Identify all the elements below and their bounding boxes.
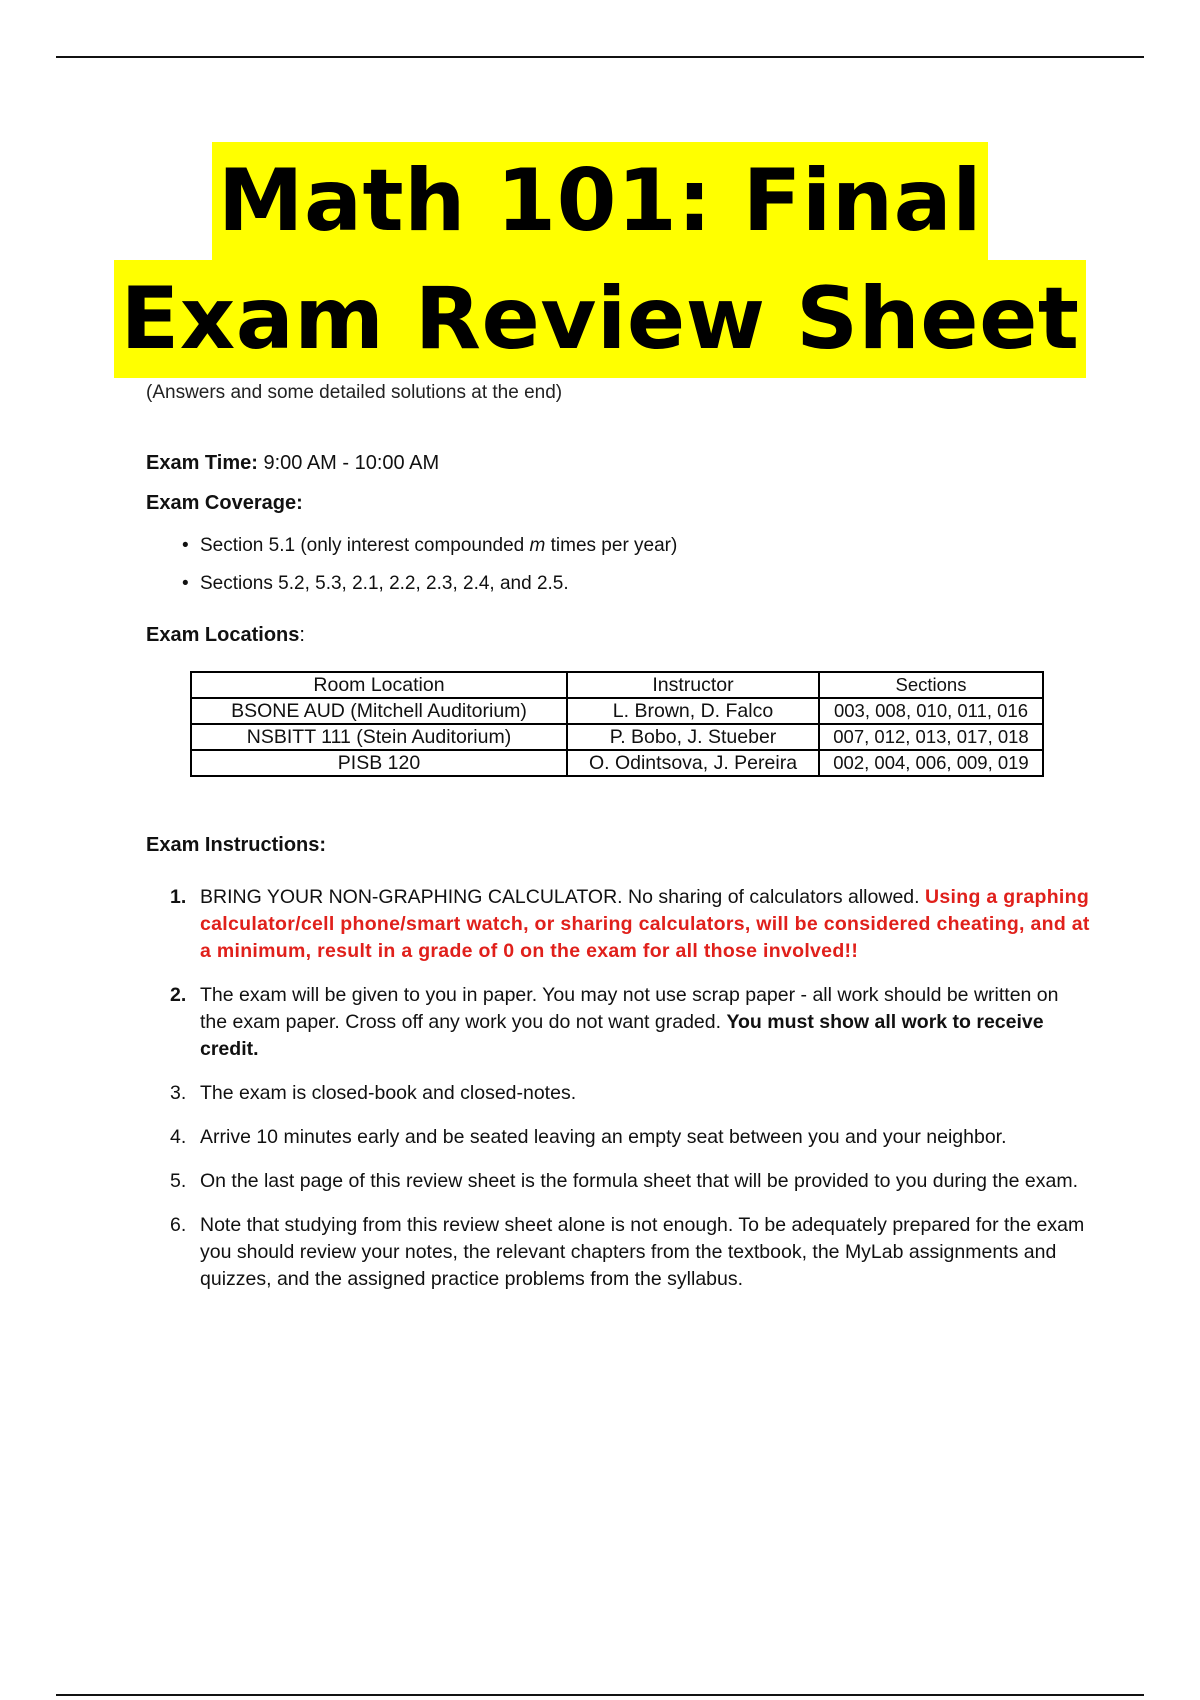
- table-header-row: [191, 672, 1043, 698]
- instruction-text: Note that studying from this review sheet alone is not enough. To be adequately prepared for the exam you should review your notes, the relevant chapters from the textbook, the MyLab assignments and quizzes, and the assigned practice problems from the syllabus.: [200, 1214, 1085, 1290]
- column-header: Sections: [819, 672, 1043, 698]
- table-cell: P. Bobo, J. Stueber: [567, 724, 819, 750]
- list-item: [146, 570, 1096, 608]
- exam-locations-colon: :: [299, 624, 305, 646]
- exam-locations-label: Exam Locations: [146, 624, 300, 646]
- instruction-text: BRING YOUR NON-GRAPHING CALCULATOR. No sharing of calculators allowed.: [200, 886, 920, 908]
- emphasis-text: You must show all work to receive credit.: [200, 1011, 1044, 1060]
- item-number: 6.: [170, 1214, 187, 1236]
- page-title: [0, 142, 1200, 378]
- instruction-text: On the last page of this review sheet is the formula sheet that will be provided to you during the exam.: [200, 1170, 1078, 1192]
- instruction-text: The exam is closed-book and closed-notes.: [200, 1082, 577, 1104]
- list-item: [146, 532, 1096, 570]
- list-item: [170, 884, 1090, 965]
- table-cell: L. Brown, D. Falco: [567, 698, 819, 724]
- exam-time: [146, 452, 1096, 475]
- instruction-text: Arrive 10 minutes early and be seated leaving an empty seat between you and your neighbor.: [200, 1126, 1007, 1148]
- coverage-list: [146, 532, 1096, 608]
- item-number: 5.: [170, 1170, 187, 1192]
- coverage-variable: m: [529, 535, 546, 556]
- table-row: [191, 724, 1043, 750]
- list-item: [170, 1168, 1090, 1195]
- exam-locations: [146, 624, 1096, 647]
- coverage-text: Sections 5.2, 5.3, 2.1, 2.2, 2.3, 2.4, and 2.5.: [200, 573, 569, 594]
- item-number: 3.: [170, 1082, 187, 1104]
- table-cell: 007, 012, 013, 017, 018: [819, 724, 1043, 750]
- list-item: [170, 1212, 1090, 1293]
- table-cell: O. Odintsova, J. Pereira: [567, 750, 819, 776]
- title-line-1: Math 101: Final: [212, 142, 988, 260]
- item-number: 1.: [170, 886, 187, 908]
- table-cell: NSBITT 111 (Stein Auditorium): [191, 724, 567, 750]
- list-item: [170, 1080, 1090, 1107]
- list-item: [170, 1124, 1090, 1151]
- instructions-list: [170, 884, 1090, 1310]
- title-line-2: Exam Review Sheet: [114, 260, 1085, 378]
- table-row: [191, 698, 1043, 724]
- column-header: Instructor: [567, 672, 819, 698]
- item-number: 4.: [170, 1126, 187, 1148]
- list-item: [170, 982, 1090, 1063]
- table-row: [191, 750, 1043, 776]
- exam-coverage-label: Exam Coverage:: [146, 492, 303, 514]
- locations-table: [190, 671, 1044, 777]
- top-rule: [56, 56, 1144, 58]
- table-cell: 002, 004, 006, 009, 019: [819, 750, 1043, 776]
- exam-instructions-label: Exam Instructions:: [146, 834, 327, 856]
- subtitle: (Answers and some detailed solutions at the end): [146, 382, 563, 403]
- exam-time-value: 9:00 AM - 10:00 AM: [257, 452, 440, 474]
- warning-text: Using a graphing calculator/cell phone/smart watch, or sharing calculators, will be considered cheating, and at a minimum, result in a grade of 0 on the exam for all those involved!!: [200, 886, 1090, 962]
- coverage-text: Section 5.1 (only interest compounded: [200, 535, 530, 556]
- coverage-text: times per year): [545, 535, 678, 556]
- table-cell: PISB 120: [191, 750, 567, 776]
- exam-time-label: Exam Time:: [146, 452, 258, 474]
- bottom-rule: [56, 1694, 1144, 1696]
- table-cell: 003, 008, 010, 011, 016: [819, 698, 1043, 724]
- item-number: 2.: [170, 984, 187, 1006]
- table-cell: BSONE AUD (Mitchell Auditorium): [191, 698, 567, 724]
- column-header: Room Location: [191, 672, 567, 698]
- instruction-text: The exam will be given to you in paper. You may not use scrap paper - all work should be written on the exam paper. Cross off any work you do not want graded.: [200, 984, 1059, 1033]
